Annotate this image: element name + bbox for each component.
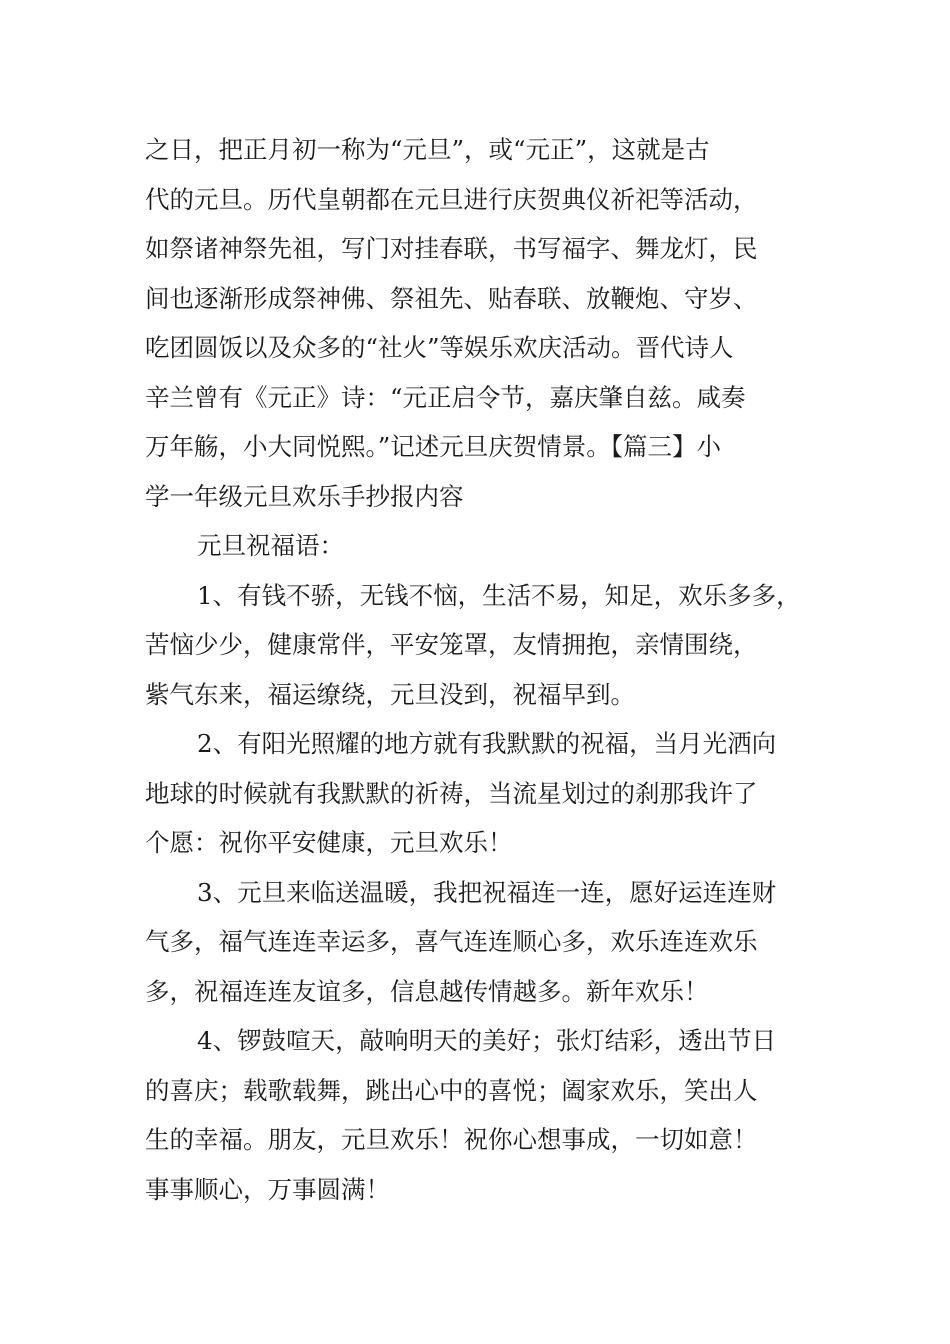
text-line: 3、元旦来临送温暖，我把祝福连一连，愿好运连连财 bbox=[197, 877, 777, 907]
text-line: 辛兰曾有《元正》诗：“元正启令节，嘉庆肇自兹。咸奏 bbox=[145, 382, 746, 412]
section-heading: 元旦祝福语： bbox=[197, 531, 344, 560]
text-line: 代的元旦。历代皇朝都在元旦进行庆贺典仪祈祀等活动， bbox=[145, 184, 758, 214]
text-line: 万年觞，小大同悦熙。”记述元旦庆贺情景。【篇三】小 bbox=[145, 432, 722, 461]
text-line: 2、有阳光照耀的地方就有我默默的祝福，当月光洒向 bbox=[197, 729, 777, 758]
text-line: 气多，福气连连幸运多，喜气连连顺心多，欢乐连连欢乐 bbox=[145, 927, 758, 956]
text-line: 4、锣鼓喧天，敲响明天的美好；张灯结彩，透出节日 bbox=[197, 1026, 777, 1055]
text-line: 的喜庆；载歌载舞，跳出心中的喜悦；阖家欢乐，笑出人 bbox=[145, 1075, 758, 1105]
text-line: 1、有钱不骄，无钱不恼，生活不易，知足，欢乐多多， bbox=[197, 580, 801, 610]
text-line: 生的幸福。朋友，元旦欢乐！祝你心想事成，一切如意！ bbox=[145, 1125, 758, 1154]
text-line: 事事顺心，万事圆满！ bbox=[145, 1174, 390, 1204]
text-line: 苦恼少少，健康常伴，平安笼罩，友情拥抱，亲情围绕， bbox=[145, 630, 758, 659]
text-line: 吃团圆饭以及众多的“社火”等娱乐欢庆活动。晋代诗人 bbox=[145, 333, 734, 362]
text-line: 学一年级元旦欢乐手抄报内容 bbox=[145, 481, 464, 511]
text-line: 如祭诸神祭先祖，写门对挂春联，书写福字、舞龙灯，民 bbox=[145, 234, 758, 263]
text-line: 紫气东来，福运缭绕，元旦没到，祝福早到。 bbox=[145, 679, 635, 709]
text-line: 多，祝福连连友谊多，信息越传情越多。新年欢乐！ bbox=[145, 976, 709, 1006]
document-body bbox=[145, 125, 835, 1214]
text-line: 之日，把正月初一称为“元旦”，或“元正”，这就是古 bbox=[145, 135, 710, 164]
text-line: 个愿：祝你平安健康，元旦欢乐！ bbox=[145, 828, 513, 857]
text-line: 间也逐渐形成祭神佛、祭祖先、贴春联、放鞭炮、守岁、 bbox=[145, 283, 758, 313]
text-line: 地球的时候就有我默默的祈祷，当流星划过的刹那我许了 bbox=[145, 778, 758, 808]
